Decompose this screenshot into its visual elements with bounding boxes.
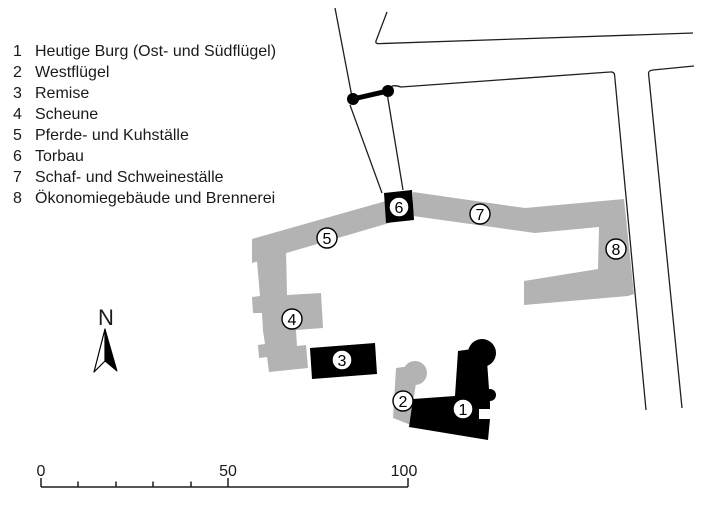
legend-number: 5 — [13, 127, 22, 144]
road-right-edge — [649, 66, 694, 408]
legend-number: 1 — [13, 43, 22, 60]
scale-bar — [37, 463, 418, 487]
castle-round-tower-small — [484, 389, 496, 401]
gate-barrier — [347, 85, 394, 105]
driveway-left-edge — [350, 105, 382, 193]
marker-number: 3 — [337, 352, 347, 370]
legend-label: Remise — [35, 85, 90, 102]
marker-number: 2 — [398, 393, 408, 411]
legend-label: Pferde- und Kuhställe — [35, 127, 189, 144]
marker-number: 4 — [287, 311, 297, 329]
legend-number: 7 — [13, 169, 22, 186]
legend-label: Westflügel — [35, 64, 110, 81]
marker-number: 1 — [458, 401, 468, 419]
legend-label: Schaf- und Schweineställe — [35, 169, 224, 186]
north-arrow-left-half — [94, 329, 105, 372]
legend-label: Torbau — [35, 148, 84, 165]
building-sties-7-economy-8 — [413, 192, 634, 305]
legend-number: 4 — [13, 106, 22, 123]
road-diagonal-left — [335, 8, 352, 97]
gray-buildings — [252, 192, 634, 425]
north-arrow-right-half — [105, 329, 117, 371]
building-marker-2 — [393, 391, 413, 411]
scale-label-0: 0 — [36, 463, 46, 480]
castle-round-tower-large — [468, 339, 496, 367]
legend-label: Ökonomiegebäude und Brennerei — [35, 190, 276, 207]
marker-number: 6 — [394, 199, 404, 217]
legend-number: 8 — [13, 190, 22, 207]
west-wing-tower — [403, 361, 427, 385]
north-arrow — [94, 305, 117, 372]
legend-label: Scheune — [35, 106, 99, 123]
legend-number: 3 — [13, 85, 22, 102]
gate-post-left — [347, 93, 359, 105]
gate-post-right — [382, 85, 394, 97]
building-marker-5 — [317, 228, 337, 248]
north-label: N — [98, 305, 114, 330]
legend-label: Heutige Burg (Ost- und Südflügel) — [35, 43, 277, 60]
marker-number: 7 — [475, 206, 485, 224]
marker-number: 5 — [322, 230, 332, 248]
building-marker-6 — [389, 197, 409, 217]
building-marker-1 — [453, 399, 473, 419]
building-markers — [282, 197, 626, 419]
driveway-right-edge — [387, 93, 403, 190]
building-marker-7 — [470, 204, 490, 224]
building-marker-8 — [606, 239, 626, 259]
scale-label-100: 100 — [390, 463, 418, 480]
legend-number: 6 — [13, 148, 22, 165]
marker-number: 8 — [611, 241, 621, 259]
building-marker-3 — [332, 350, 352, 370]
legend-number: 2 — [13, 64, 22, 81]
building-marker-4 — [282, 309, 302, 329]
scale-label-50: 50 — [219, 463, 237, 480]
road-upper-edge — [376, 12, 693, 44]
